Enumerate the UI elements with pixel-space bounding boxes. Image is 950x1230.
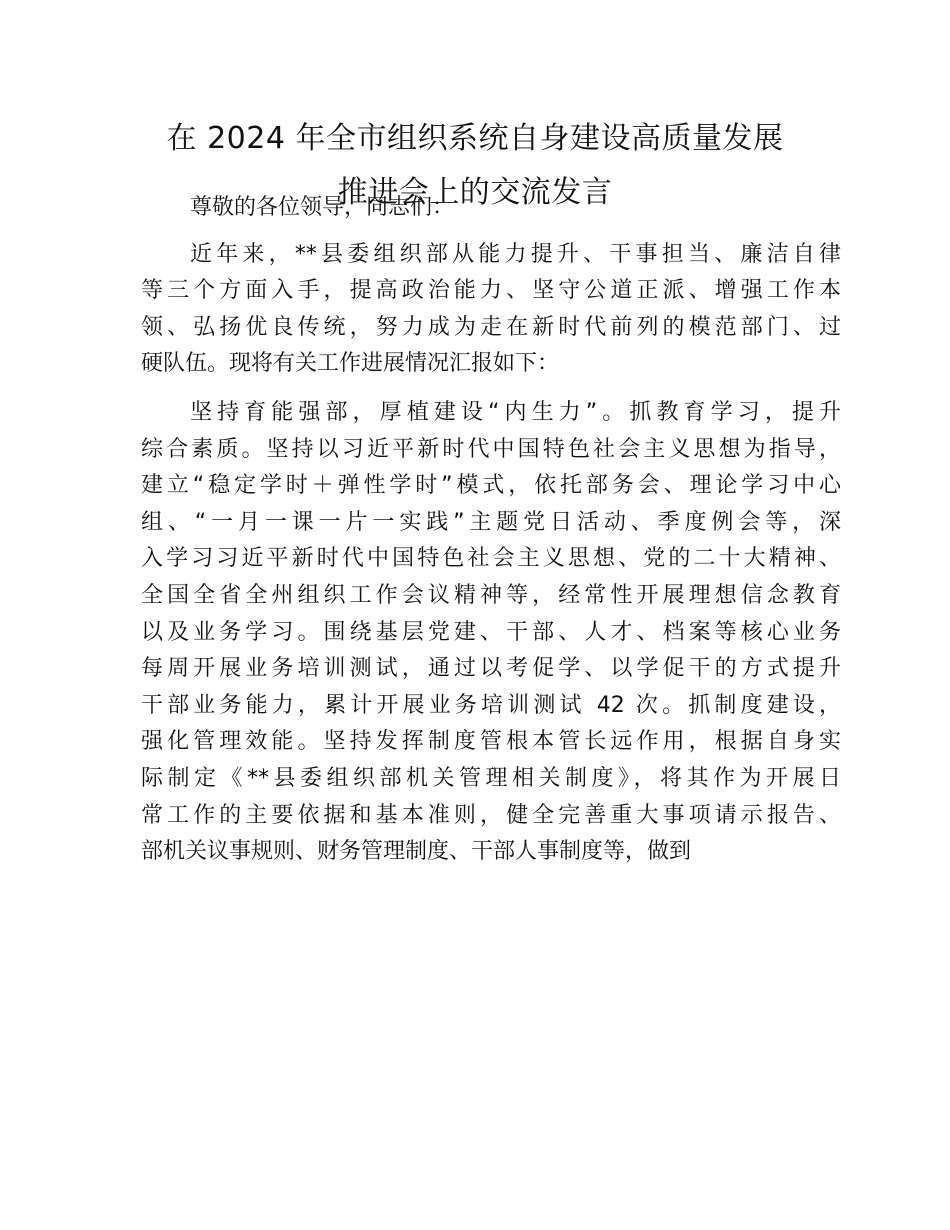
paragraph-line: 建立“稳定学时＋弹性学时”模式，依托部务会、理论学习中心 [141, 473, 841, 499]
paragraph-line: 每周开展业务培训测试，通过以考促学、以学促干的方式提升 [141, 656, 841, 682]
paragraph-line: 近年来，**县委组织部从能力提升、干事担当、廉洁自律 [190, 241, 841, 267]
paragraph-line: 硬队伍。现将有关工作进展情况汇报如下： [141, 351, 560, 377]
paragraph-line: 以及业务学习。围绕基层党建、干部、人才、档案等核心业务 [141, 619, 841, 645]
paragraph-1 [141, 237, 841, 383]
paragraph-line: 入学习习近平新时代中国特色社会主义思想、党的二十大精神、 [141, 546, 841, 572]
paragraph-line: 常工作的主要依据和基本准则，健全完善重大事项请示报告、 [141, 802, 841, 828]
paragraph-line: 等三个方面入手，提高政治能力、坚守公道正派、增强工作本 [141, 278, 841, 304]
paragraph-line: 部机关议事规则、财务管理制度、干部人事制度等，做到 [141, 839, 692, 865]
paragraph-line: 全国全省全州组织工作会议精神等，经常性开展理想信念教育 [141, 582, 841, 608]
paragraph-line: 组、“一月一课一片一实践”主题党日活动、季度例会等，深 [141, 509, 841, 535]
paragraph-line: 强化管理效能。坚持发挥制度管根本管长远作用，根据自身实 [141, 729, 841, 755]
salutation: 尊敬的各位领导，同志们： [190, 195, 455, 220]
paragraph-line: 干部业务能力，累计开展业务培训测试 42 次。抓制度建设， [141, 692, 841, 718]
title-line-2: 推进会上的交流发言 [337, 175, 613, 210]
paragraph-line: 际制定《**县委组织部机关管理相关制度》，将其作为开展日 [141, 765, 841, 791]
paragraph-line: 坚持育能强部，厚植建设“内生力”。抓教育学习，提升 [190, 399, 841, 425]
document-body [141, 190, 841, 871]
paragraph-2 [141, 395, 841, 871]
paragraph-line: 综合素质。坚持以习近平新时代中国特色社会主义思想为指导， [141, 436, 841, 462]
title-line-1: 在 2024 年全市组织系统自身建设高质量发展 [166, 121, 784, 156]
paragraph-line: 领、弘扬优良传统，努力成为走在新时代前列的模范部门、过 [141, 314, 841, 340]
